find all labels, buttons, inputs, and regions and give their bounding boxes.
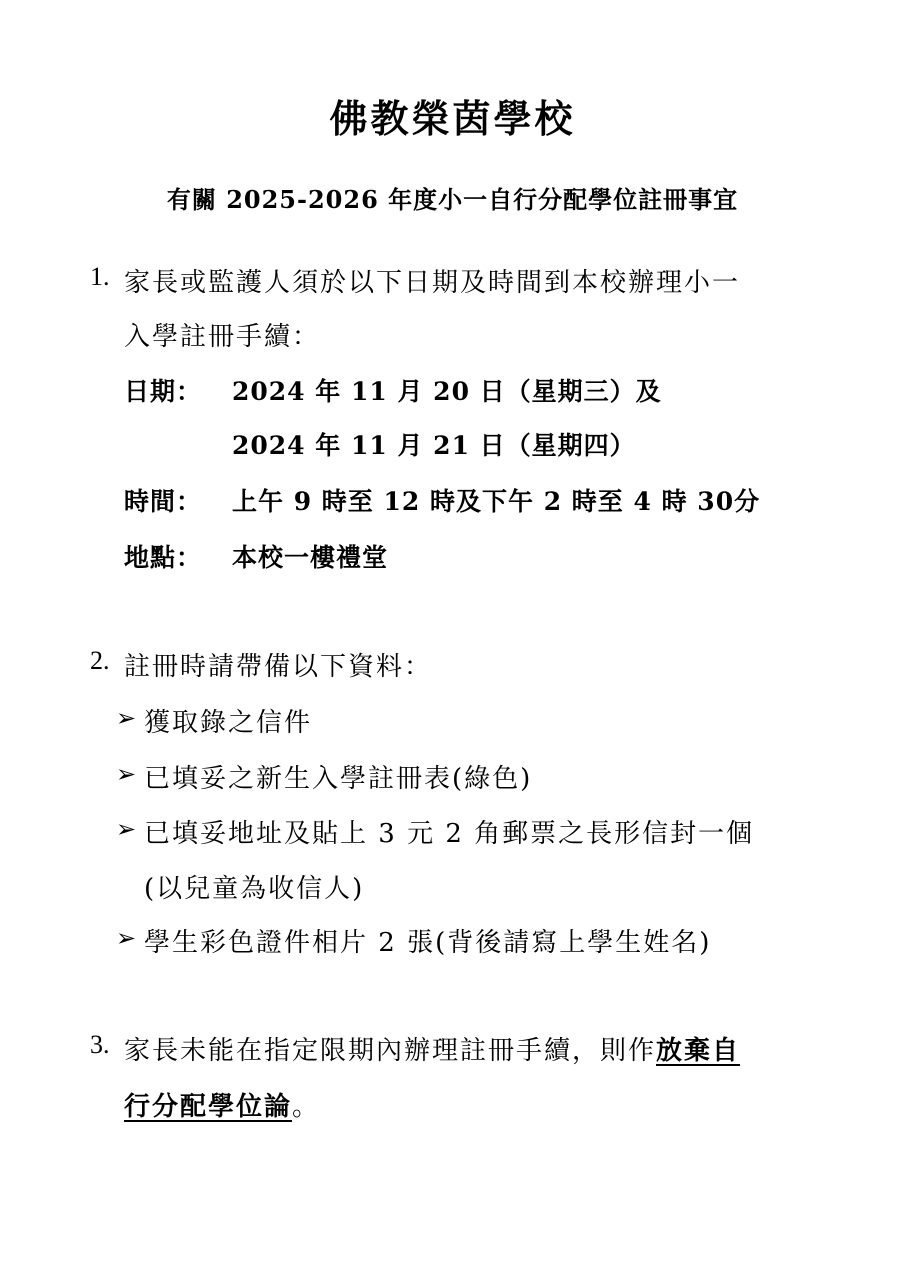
arrow-bullet-icon: ➢ (116, 924, 137, 952)
arrow-bullet-icon: ➢ (116, 815, 137, 843)
list-item: 學生彩色證件相片 2 張(背後請寫上學生姓名) (144, 928, 712, 958)
arrow-bullet-icon: ➢ (116, 760, 137, 788)
notice-subtitle: 有關 2025-2026 年度小一自行分配學位註冊事宜 (166, 185, 739, 214)
list-item: 獲取錄之信件 (144, 708, 313, 738)
arrow-bullet-icon: ➢ (116, 704, 137, 732)
school-name-title: 佛教榮茵學校 (329, 96, 576, 141)
section-3-line-2 (124, 1086, 320, 1123)
section-1-line-1: 家長或監護人須於以下日期及時間到本校辦理小一 (124, 268, 741, 298)
place-value: 本校一樓禮堂 (232, 543, 389, 572)
emphasis-text: 行分配學位論 (124, 1092, 293, 1122)
section-2-intro: 註冊時請帶備以下資料： (124, 652, 433, 682)
date-value-2: 2024 年 11 月 21 日（星期四） (232, 431, 636, 460)
time-value: 上午 9 時至 12 時及下午 2 時至 4 時 30分 (232, 487, 761, 516)
section-3-end: 。 (292, 1092, 321, 1122)
date-value-1: 2024 年 11 月 20 日（星期三）及 (232, 377, 662, 406)
section-3-line-1 (124, 1030, 740, 1067)
section-3-text: 家長未能在指定限期內辦理註冊手續，則作 (124, 1036, 657, 1066)
section-1-line-2: 入學註冊手續： (124, 322, 321, 352)
section-2-number: 2. (90, 646, 110, 675)
emphasis-text: 放棄自 (656, 1036, 741, 1066)
section-3-number: 3. (90, 1030, 110, 1059)
place-label: 地點： (124, 543, 203, 572)
section-1-number: 1. (90, 262, 110, 291)
date-label: 日期： (124, 377, 203, 406)
time-label: 時間： (124, 487, 203, 516)
list-item: 已填妥地址及貼上 3 元 2 角郵票之長形信封一個 (144, 819, 755, 849)
list-item: 已填妥之新生入學註冊表(綠色) (144, 764, 533, 794)
list-item-continuation: (以兒童為收信人) (144, 874, 365, 904)
